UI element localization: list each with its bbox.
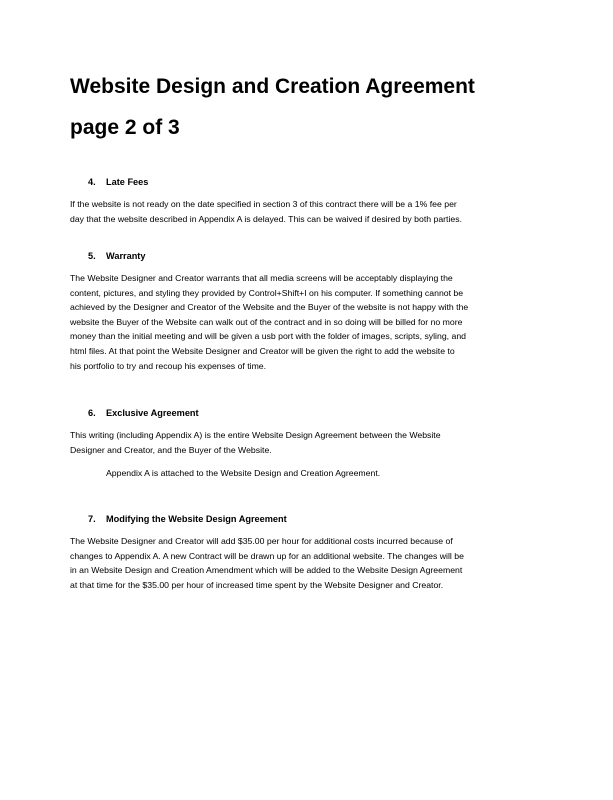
paragraph-line: content, pictures, and styling they provided by Control+Shift+I on his computer. If something cannot be — [70, 287, 464, 298]
section-number: 4. — [88, 177, 96, 187]
section-number: 7. — [88, 514, 96, 524]
section-title: Exclusive Agreement — [106, 408, 199, 418]
document-title: Website Design and Creation Agreement — [70, 75, 475, 98]
paragraph-line: changes to Appendix A. A new Contract will be drawn up for an additional website. The changes will be — [70, 550, 464, 561]
paragraph-line: The Website Designer and Creator warrants that all media screens will be acceptably displaying the — [70, 273, 453, 283]
appendix-note: Appendix A is attached to the Website Design and Creation Agreement. — [106, 468, 381, 478]
paragraph-line: html files. At that point the Website Designer and Creator will be given the right to add the website to — [70, 345, 455, 356]
section-title: Late Fees — [106, 177, 149, 187]
section-title: Warranty — [106, 251, 146, 261]
section-heading-late-fees — [88, 176, 148, 188]
paragraph-line: Designer and Creator, and the Buyer of the Website. — [70, 444, 272, 455]
page-indicator: page 2 of 3 — [70, 116, 180, 139]
paragraph-line: in an Website Design and Creation Amendment which will be added to the Website Design Agreement — [70, 565, 463, 576]
paragraph-line: at that time for the $35.00 per hour of increased time spent by the Website Designer and Creator. — [70, 579, 444, 590]
section-body-warranty — [70, 271, 544, 373]
paragraph-line: achieved by the Designer and Creator of the Website and the Buyer of the website is not happy with the — [70, 302, 469, 313]
paragraph-line: day that the website described in Appendix A is delayed. This can be waived if desired by both parties. — [70, 213, 462, 224]
paragraph-line: If the website is not ready on the date specified in section 3 of this contract there will be a 1% fee per — [70, 199, 457, 209]
paragraph-line: money than the initial meeting and will be given a usb port with the folder of images, scripts, syling, and — [70, 331, 466, 342]
paragraph-line: The Website Designer and Creator will add $35.00 per hour for additional costs incurred because of — [70, 536, 453, 546]
section-heading-warranty — [88, 250, 145, 262]
section-heading-exclusive-agreement — [88, 407, 199, 419]
section-body-exclusive-agreement — [70, 428, 544, 457]
section-number: 6. — [88, 408, 96, 418]
section-number: 5. — [88, 251, 96, 261]
paragraph-line: his portfolio to try and recoup his expenses of time. — [70, 360, 267, 371]
paragraph-line: website the Buyer of the Website can walk out of the contract and in so doing will be billed for no more — [70, 316, 463, 327]
paragraph-line: This writing (including Appendix A) is the entire Website Design Agreement between the Website — [70, 430, 441, 440]
section-body-modifying-agreement — [70, 534, 544, 592]
section-body-late-fees — [70, 197, 544, 226]
section-title: Modifying the Website Design Agreement — [106, 514, 287, 524]
section-heading-modifying-agreement — [88, 513, 287, 525]
